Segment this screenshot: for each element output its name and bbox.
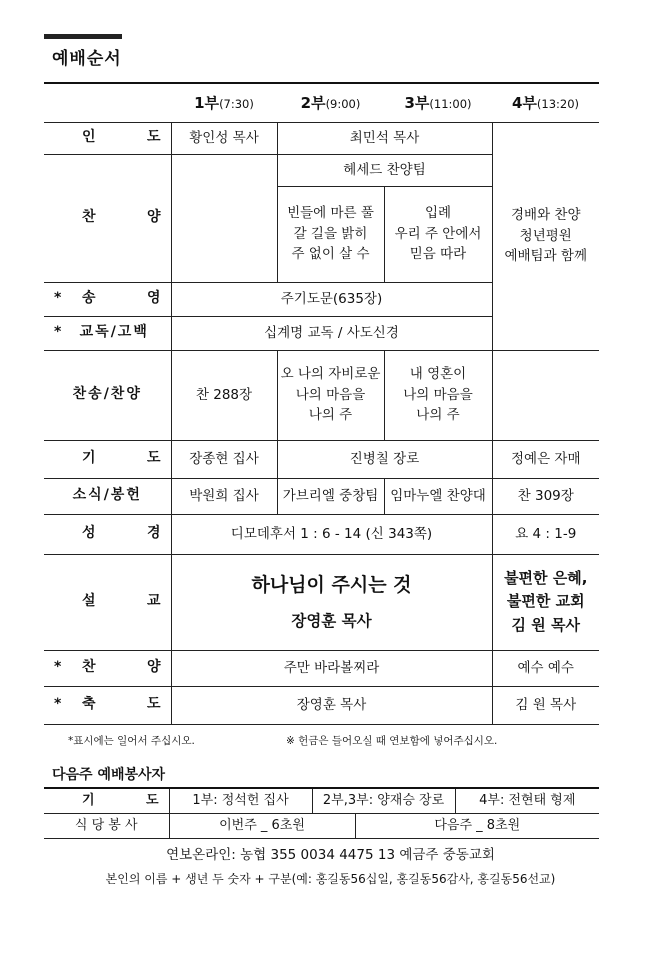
praise2-123: 주만 바라볼찌라 [171, 650, 492, 686]
hymn-1: 찬 288장 [171, 350, 277, 440]
label-sermon: 설 교 [44, 554, 171, 650]
scripture-4: 요 4 : 1-9 [492, 514, 599, 554]
news-2: 가브리엘 중창팀 [277, 478, 384, 514]
row-blessing [44, 686, 599, 724]
row-news [44, 478, 599, 514]
sermon-title: 하나님이 주시는 것 [251, 574, 412, 597]
service-header-row [44, 86, 599, 122]
label-indo: 인 도 [44, 122, 171, 154]
praise-2: 빈들에 마른 풀 갈 길을 밝히 주 없이 살 수 [277, 186, 384, 282]
label-scripture: 성 경 [44, 514, 171, 554]
kitchen-next-week: 다음주 _ 8초원 [355, 814, 599, 839]
prayer-4: 정예은 자매 [492, 440, 599, 478]
creed-value: 십계명 교독 / 사도신경 [171, 316, 492, 350]
news-4: 찬 309장 [492, 478, 599, 514]
kitchen-this-week: 이번주 _ 6초원 [169, 814, 355, 839]
page-title: 예배순서 [52, 49, 122, 69]
next-prayer-1: 1부: 정석헌 집사 [169, 788, 312, 814]
prayer-1: 장종현 집사 [171, 440, 277, 478]
label-hymn: 찬송/찬양 [44, 350, 171, 440]
kitchen-label: 식 당 봉 사 [44, 814, 169, 839]
col-header-2: 2부(9:00) [277, 86, 384, 122]
note-offering: ※ 헌금은 들어오실 때 연보함에 넣어주십시오. [286, 735, 498, 747]
next-week-table [44, 787, 599, 839]
next-prayer-row [44, 788, 599, 814]
row-indo [44, 122, 599, 154]
blessing-4: 김 원 목사 [492, 686, 599, 724]
offering-account: 연보온라인: 농협 355 0034 4475 13 예금주 중동교회 [166, 847, 495, 863]
news-3: 임마누엘 찬양대 [384, 478, 492, 514]
label-songyeong: * 송 영 [44, 282, 171, 316]
hymn-4 [492, 350, 599, 440]
sermon-preacher: 장영훈 목사 [291, 611, 372, 630]
kitchen-row [44, 814, 599, 839]
col-header-3: 3부(11:00) [384, 86, 492, 122]
worship-order-table [44, 86, 599, 725]
next-prayer-23: 2부,3부: 양재승 장로 [312, 788, 455, 814]
next-prayer-label: 기 도 [44, 788, 169, 814]
sermon-4: 불편한 은혜, 불편한 교회 김 원 목사 [492, 554, 599, 650]
label-praise: 찬 양 [44, 154, 171, 282]
praise2-4: 예수 예수 [492, 650, 599, 686]
label-blessing: * 축 도 [44, 686, 171, 724]
next-week-title: 다음주 예배봉사자 [52, 767, 166, 783]
label-creed: * 교독/고백 [44, 316, 171, 350]
news-1: 박원희 집사 [171, 478, 277, 514]
scripture-123: 디모데후서 1 : 6 - 14 (신 343쪽) [171, 514, 492, 554]
label-praise2: * 찬 양 [44, 650, 171, 686]
prayer-23: 진병칠 장로 [277, 440, 492, 478]
praise-team: 헤세드 찬양팀 [277, 154, 492, 186]
col-header-4: 4부(13:20) [492, 86, 599, 122]
indo-1: 황인성 목사 [171, 122, 277, 154]
praise-1 [171, 154, 277, 282]
row-sermon [44, 554, 599, 650]
row-scripture [44, 514, 599, 554]
hymn-3: 내 영혼이 나의 마음을 나의 주 [384, 350, 492, 440]
sermon-123 [171, 554, 492, 650]
row-praise2 [44, 650, 599, 686]
col-header-1: 1부(7:30) [171, 86, 277, 122]
blessing-123: 장영훈 목사 [171, 686, 492, 724]
col4-praise: 경배와 찬양 청년평원 예배팀과 함께 [492, 122, 599, 350]
hymn-2: 오 나의 자비로운 나의 마음을 나의 주 [277, 350, 384, 440]
offering-instructions: 본인의 이름 + 생년 두 숫자 + 구분(예: 홍길동56십일, 홍길동56감사, 홍길동56선교) [105, 872, 556, 886]
indo-23: 최민석 목사 [277, 122, 492, 154]
praise-3: 입례 우리 주 안에서 믿음 따라 [384, 186, 492, 282]
note-stand: *표시에는 일어서 주십시오. [68, 735, 195, 747]
row-hymn [44, 350, 599, 440]
label-prayer: 기 도 [44, 440, 171, 478]
row-prayer [44, 440, 599, 478]
header-blank [44, 86, 171, 122]
title-divider [44, 82, 599, 84]
label-news: 소식/봉헌 [44, 478, 171, 514]
next-prayer-4: 4부: 전현태 형제 [455, 788, 599, 814]
header-accent-bar [44, 34, 122, 39]
songyeong-value: 주기도문(635장) [171, 282, 492, 316]
